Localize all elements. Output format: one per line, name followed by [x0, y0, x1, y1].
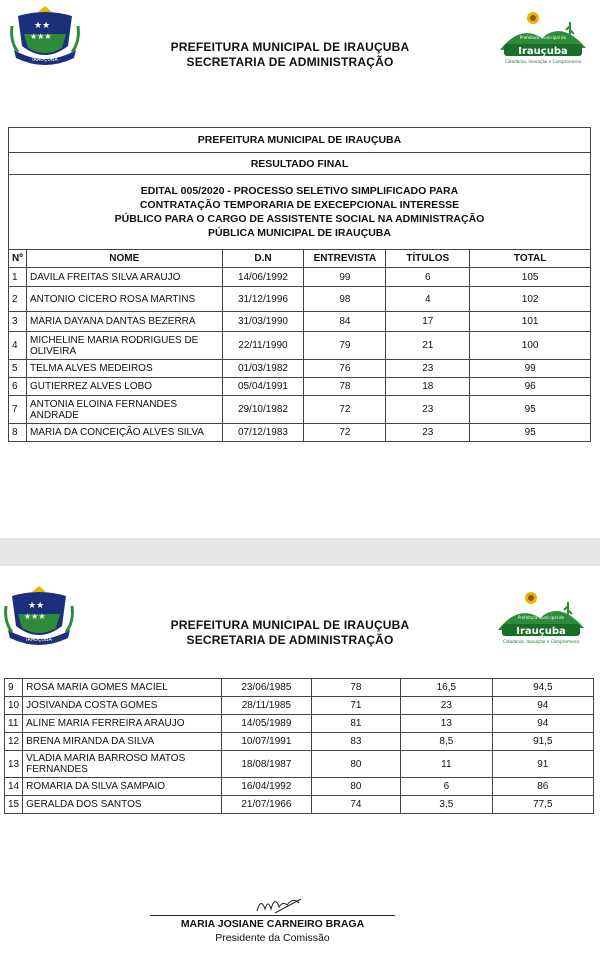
row-total: 91,5	[492, 733, 593, 751]
table-row	[9, 268, 591, 287]
table-row	[5, 697, 594, 715]
svg-text:★★: ★★	[34, 21, 51, 31]
row-dn: 07/12/1983	[222, 424, 304, 442]
row-titles: 13	[401, 715, 492, 733]
row-num: 12	[5, 733, 23, 751]
row-name: ANTONIA ELOINA FERNANDES ANDRADE	[26, 396, 222, 424]
row-interview: 71	[311, 697, 400, 715]
row-titles: 23	[386, 424, 470, 442]
row-total: 105	[470, 268, 591, 287]
row-interview: 76	[304, 360, 386, 378]
row-name: ANTONIO CICERO ROSA MARTINS	[26, 287, 222, 312]
row-total: 94	[492, 715, 593, 733]
table-row	[9, 360, 591, 378]
row-interview: 80	[311, 751, 400, 778]
row-num: 14	[5, 778, 23, 796]
svg-text:IRAUÇUBA: IRAUÇUBA	[32, 57, 58, 63]
row-dn: 14/06/1992	[222, 268, 304, 287]
svg-text:Cidadania, Inovação e Compromi: Cidadania, Inovação e Compromisso	[504, 59, 582, 64]
row-total: 94,5	[492, 679, 593, 697]
row-dn: 14/05/1989	[222, 715, 312, 733]
row-num: 4	[9, 332, 27, 360]
row-titles: 18	[386, 378, 470, 396]
row-name: MARIA DA CONCEIÇÃO ALVES SILVA	[26, 424, 222, 442]
row-name: DAVILA FREITAS SILVA ARAUJO	[26, 268, 222, 287]
col-dn-header: D.N	[222, 250, 304, 268]
row-total: 77,5	[492, 796, 593, 814]
row-dn: 10/07/1991	[222, 733, 312, 751]
svg-text:IRAUÇUBA: IRAUÇUBA	[26, 637, 52, 643]
row-dn: 22/11/1990	[222, 332, 304, 360]
row-name: VLADIA MARIA BARROSO MATOS FERNANDES	[23, 751, 222, 778]
row-num: 8	[9, 424, 27, 442]
row-total: 95	[470, 396, 591, 424]
row-name: TELMA ALVES MEDEIROS	[26, 360, 222, 378]
table-row	[5, 733, 594, 751]
svg-text:Irauçuba: Irauçuba	[516, 626, 566, 637]
row-num: 13	[5, 751, 23, 778]
row-interview: 99	[304, 268, 386, 287]
row-dn: 05/04/1991	[222, 378, 304, 396]
row-interview: 80	[311, 778, 400, 796]
row-num: 3	[9, 312, 27, 332]
table-row	[9, 332, 591, 360]
row-dn: 31/12/1996	[222, 287, 304, 312]
row-dn: 23/06/1985	[222, 679, 312, 697]
col-total-header: TOTAL	[470, 250, 591, 268]
row-interview: 72	[304, 396, 386, 424]
row-dn: 28/11/1985	[222, 697, 312, 715]
row-titles: 6	[401, 778, 492, 796]
row-titles: 23	[401, 697, 492, 715]
row-num: 5	[9, 360, 27, 378]
row-dn: 16/04/1992	[222, 778, 312, 796]
row-name: BRENA MIRANDA DA SILVA	[23, 733, 222, 751]
document-page-2	[0, 566, 600, 959]
svg-text:★★: ★★	[28, 601, 45, 611]
table-header-row	[9, 250, 591, 268]
row-interview: 79	[304, 332, 386, 360]
svg-text:Irauçuba: Irauçuba	[518, 46, 568, 57]
table-title: PREFEITURA MUNICIPAL DE IRAUÇUBA	[9, 128, 591, 153]
row-name: JOSIVANDA COSTA GOMES	[23, 697, 222, 715]
row-total: 94	[492, 697, 593, 715]
row-interview: 72	[304, 424, 386, 442]
row-titles: 23	[386, 360, 470, 378]
table-row	[5, 679, 594, 697]
header-subtitle: SECRETARIA DE ADMINISTRAÇÃO	[186, 55, 394, 69]
row-name: MICHELINE MARIA RODRIGUES DE OLIVEIRA	[26, 332, 222, 360]
row-interview: 74	[311, 796, 400, 814]
table-row	[5, 715, 594, 733]
table-row	[9, 312, 591, 332]
table-row	[9, 396, 591, 424]
table-row	[9, 424, 591, 442]
signatory-name: MARIA JOSIANE CARNEIRO BRAGA	[180, 918, 365, 930]
row-dn: 01/03/1982	[222, 360, 304, 378]
row-titles: 21	[386, 332, 470, 360]
row-dn: 31/03/1990	[222, 312, 304, 332]
row-titles: 6	[386, 268, 470, 287]
table-row	[5, 796, 594, 814]
edital-description: EDITAL 005/2020 - PROCESSO SELETIVO SIMPLIFICADO PARA CONTRATAÇÃO TEMPORARIA DE EXECEPCIONAL INTERESSE PÚBLICO PARA O CARGO DE ASSISTENTE SOCIAL NA ADMINISTRAÇÃO PÚBLICA MUNICIPAL DE IRAUÇUBA	[9, 175, 591, 250]
row-total: 101	[470, 312, 591, 332]
row-name: MARIA DAYANA DANTAS BEZERRA	[26, 312, 222, 332]
table-row	[9, 378, 591, 396]
row-total: 96	[470, 378, 591, 396]
row-total: 86	[492, 778, 593, 796]
col-titles-header: TÍTULOS	[386, 250, 470, 268]
row-num: 1	[9, 268, 27, 287]
table-row	[5, 778, 594, 796]
row-name: ALINE MARIA FERREIRA ARAUJO	[23, 715, 222, 733]
signatory-role: Presidente da Comissão	[215, 932, 330, 944]
row-dn: 18/08/1987	[222, 751, 312, 778]
result-table-2	[4, 678, 594, 814]
row-dn: 29/10/1982	[222, 396, 304, 424]
municipal-crest-icon	[10, 6, 80, 68]
row-titles: 8,5	[401, 733, 492, 751]
row-interview: 81	[311, 715, 400, 733]
col-interview-header: ENTREVISTA	[304, 250, 386, 268]
row-interview: 83	[311, 733, 400, 751]
row-interview: 78	[304, 378, 386, 396]
svg-text:★★★: ★★★	[24, 612, 46, 621]
header-subtitle: SECRETARIA DE ADMINISTRAÇÃO	[186, 633, 394, 647]
row-num: 6	[9, 378, 27, 396]
row-name: ROMARIA DA SILVA SAMPAIO	[23, 778, 222, 796]
svg-text:Prefeitura Municipal de: Prefeitura Municipal de	[519, 35, 567, 40]
row-total: 102	[470, 287, 591, 312]
result-label: RESULTADO FINAL	[9, 153, 591, 175]
header-title: PREFEITURA MUNICIPAL DE IRAUÇUBA	[170, 618, 410, 632]
svg-text:Prefeitura Municipal de: Prefeitura Municipal de	[517, 615, 565, 620]
row-num: 7	[9, 396, 27, 424]
row-num: 2	[9, 287, 27, 312]
row-total: 95	[470, 424, 591, 442]
row-titles: 11	[401, 751, 492, 778]
row-num: 10	[5, 697, 23, 715]
table-row	[5, 751, 594, 778]
row-num: 9	[5, 679, 23, 697]
row-interview: 84	[304, 312, 386, 332]
row-name: GERALDA DOS SANTOS	[23, 796, 222, 814]
row-titles: 4	[386, 287, 470, 312]
row-num: 11	[5, 715, 23, 733]
row-titles: 3,5	[401, 796, 492, 814]
row-name: GUTIERREZ ALVES LOBO	[26, 378, 222, 396]
result-table-1	[8, 127, 591, 442]
row-titles: 17	[386, 312, 470, 332]
svg-text:★★★: ★★★	[30, 32, 52, 41]
row-titles: 23	[386, 396, 470, 424]
table-row	[9, 287, 591, 312]
row-interview: 98	[304, 287, 386, 312]
signature-line	[150, 915, 395, 916]
municipal-crest-icon	[4, 586, 74, 648]
row-total: 99	[470, 360, 591, 378]
svg-text:Cidadania, Inovação e Compromi: Cidadania, Inovação e Compromisso	[502, 639, 580, 644]
signature-scribble	[255, 891, 305, 916]
header-title: PREFEITURA MUNICIPAL DE IRAUÇUBA	[170, 40, 410, 54]
row-total: 91	[492, 751, 593, 778]
row-name: ROSA MARIA GOMES MACIEL	[23, 679, 222, 697]
row-dn: 21/07/1966	[222, 796, 312, 814]
row-num: 15	[5, 796, 23, 814]
iraucuba-brand-logo	[490, 6, 595, 68]
row-titles: 16,5	[401, 679, 492, 697]
col-name-header: NOME	[26, 250, 222, 268]
row-interview: 78	[311, 679, 400, 697]
col-num-header: Nº	[9, 250, 27, 268]
row-total: 100	[470, 332, 591, 360]
iraucuba-brand-logo	[488, 586, 593, 648]
